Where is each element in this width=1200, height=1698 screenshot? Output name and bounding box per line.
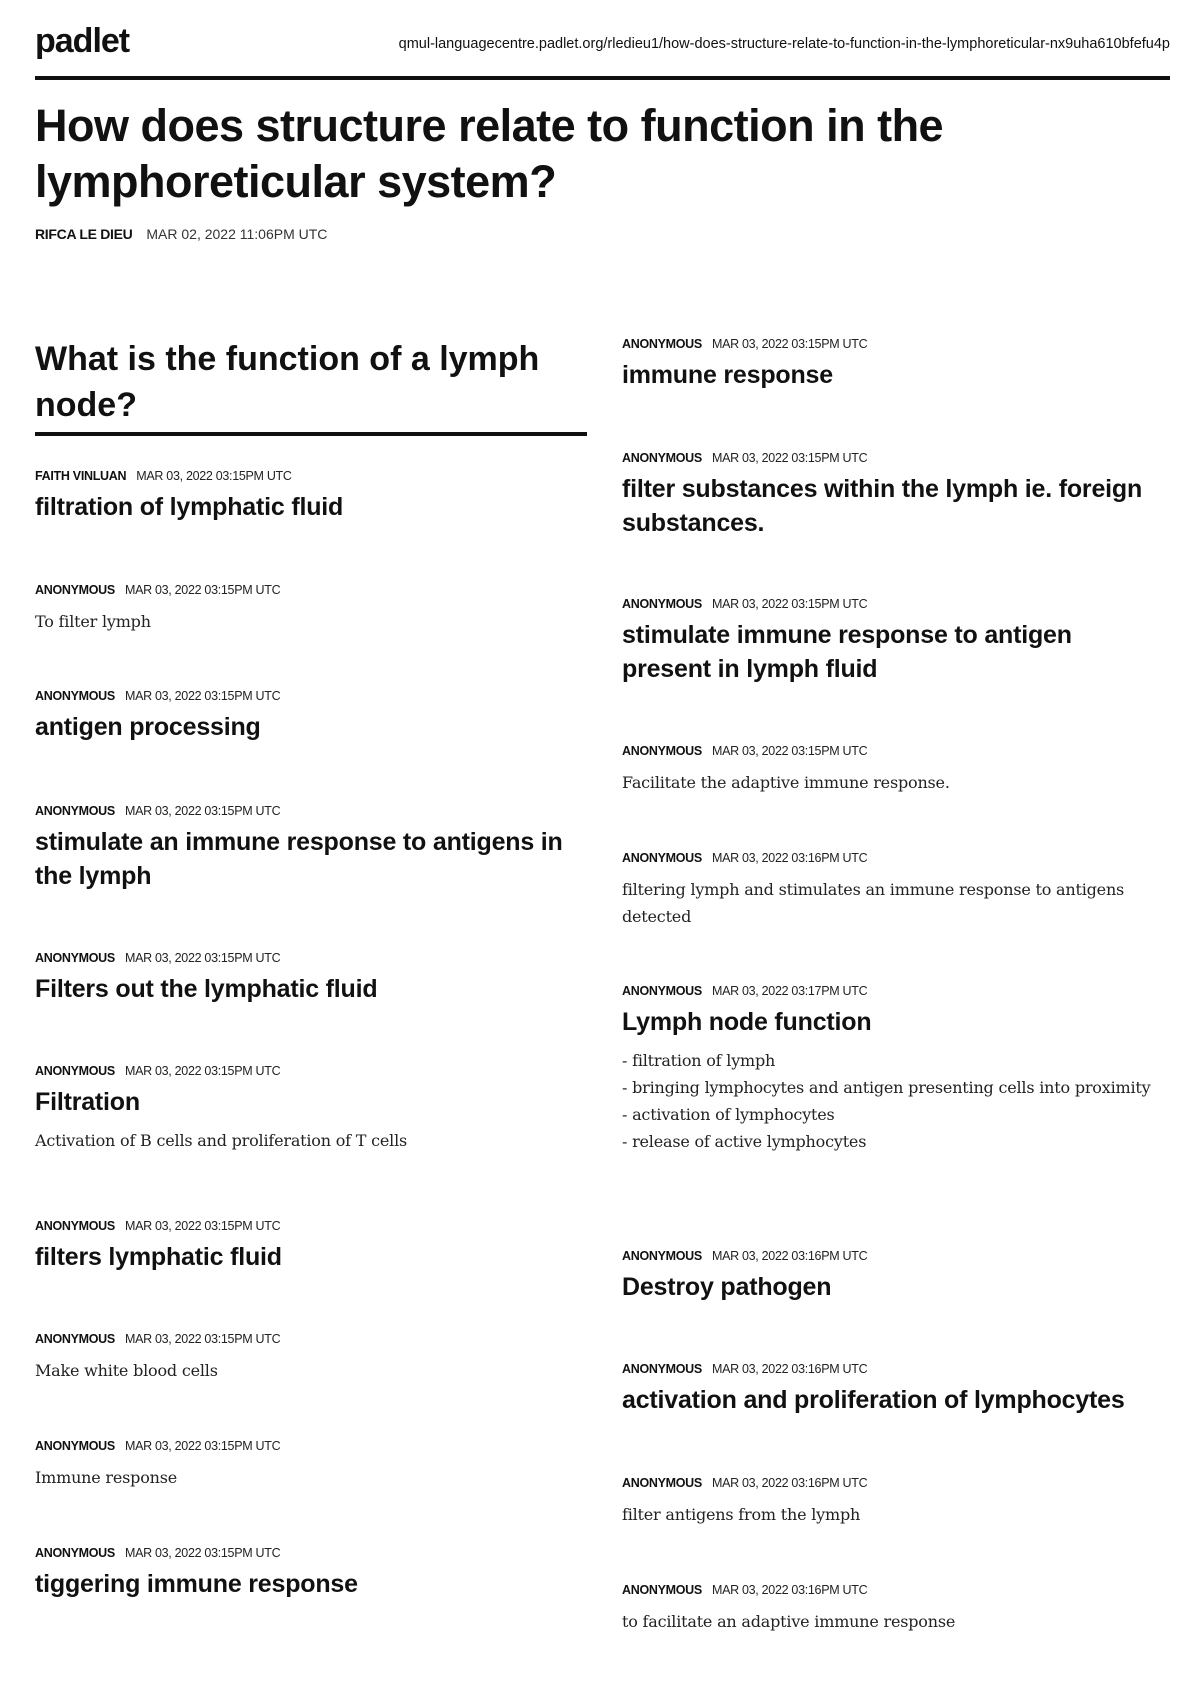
post-timestamp: MAR 03, 2022 03:16PM UTC <box>711 1362 868 1376</box>
post-card[interactable] <box>35 1063 587 1154</box>
post-meta <box>35 468 587 484</box>
post-subject: stimulate immune response to antigen present in lymph fluid <box>622 621 1072 683</box>
post-meta <box>622 983 1167 999</box>
post-subject: stimulate an immune response to antigens in the lymph <box>35 828 563 890</box>
post-meta <box>622 1361 1167 1377</box>
post-subject: tiggering immune response <box>35 1570 358 1598</box>
post-timestamp: MAR 03, 2022 03:15PM UTC <box>124 1546 281 1560</box>
post-author: ANONYMOUS <box>35 1546 115 1560</box>
post-meta <box>622 1475 1167 1491</box>
padlet-logo[interactable]: padlet <box>35 22 130 60</box>
post-timestamp: MAR 03, 2022 03:15PM UTC <box>711 337 868 351</box>
post-subject: activation and proliferation of lymphocytes <box>622 1386 1125 1414</box>
post-author: ANONYMOUS <box>35 583 115 597</box>
post-body: Make white blood cells <box>35 1361 218 1380</box>
post-timestamp: MAR 03, 2022 03:15PM UTC <box>136 469 292 483</box>
post-subject: Filters out the lymphatic fluid <box>35 975 378 1003</box>
post-meta <box>622 850 1167 866</box>
post-body: Immune response <box>35 1468 178 1487</box>
post-author: ANONYMOUS <box>622 744 702 758</box>
post-card[interactable] <box>622 850 1167 930</box>
post-meta <box>622 1248 1167 1264</box>
post-meta <box>35 1331 587 1347</box>
post-meta <box>622 336 1167 352</box>
board-author: RIFCA LE DIEU <box>35 226 133 242</box>
post-subject: filters lymphatic fluid <box>35 1243 282 1271</box>
post-timestamp: MAR 03, 2022 03:15PM UTC <box>124 1219 281 1233</box>
post-card[interactable] <box>35 688 587 744</box>
post-card[interactable] <box>35 1438 587 1491</box>
post-timestamp: MAR 03, 2022 03:15PM UTC <box>711 451 868 465</box>
post-subject: antigen processing <box>35 713 261 741</box>
post-meta <box>35 950 587 966</box>
post-author: ANONYMOUS <box>35 689 115 703</box>
post-author: ANONYMOUS <box>35 951 115 965</box>
post-card[interactable] <box>622 1361 1167 1417</box>
post-card[interactable] <box>622 1248 1167 1304</box>
post-meta <box>622 743 1167 759</box>
post-author: ANONYMOUS <box>622 337 702 351</box>
top-bar <box>35 18 1170 80</box>
post-card[interactable] <box>35 1545 587 1601</box>
section-title: What is the function of a lymph node? <box>35 336 587 436</box>
post-author: ANONYMOUS <box>622 984 702 998</box>
post-meta <box>35 1438 587 1454</box>
post-meta <box>35 1063 587 1079</box>
post-body: Facilitate the adaptive immune response. <box>622 773 950 792</box>
post-timestamp: MAR 03, 2022 03:15PM UTC <box>124 951 281 965</box>
post-meta <box>622 450 1167 466</box>
post-body: to facilitate an adaptive immune response <box>622 1612 956 1631</box>
post-body: filter antigens from the lymph <box>622 1505 861 1524</box>
board-title: How does structure relate to function in the lymphoreticular system? <box>35 100 944 207</box>
post-timestamp: MAR 03, 2022 03:16PM UTC <box>711 1583 868 1597</box>
post-timestamp: MAR 03, 2022 03:15PM UTC <box>124 1332 281 1346</box>
post-card[interactable] <box>622 983 1167 1155</box>
post-card[interactable] <box>35 1331 587 1384</box>
post-card[interactable] <box>35 950 587 1006</box>
post-author: ANONYMOUS <box>622 451 702 465</box>
board-byline <box>35 226 327 242</box>
post-timestamp: MAR 03, 2022 03:16PM UTC <box>711 1249 868 1263</box>
post-timestamp: MAR 03, 2022 03:15PM UTC <box>711 597 868 611</box>
post-card[interactable] <box>35 1218 587 1274</box>
post-timestamp: MAR 03, 2022 03:15PM UTC <box>124 1439 281 1453</box>
post-body: To filter lymph <box>35 612 151 631</box>
post-meta <box>35 688 587 704</box>
post-body: filtering lymph and stimulates an immune response to antigens detected <box>622 880 1125 926</box>
post-card[interactable] <box>622 743 1167 796</box>
post-meta <box>622 596 1167 612</box>
post-meta <box>35 1218 587 1234</box>
post-body: Activation of B cells and proliferation of T cells <box>35 1131 408 1150</box>
post-author: ANONYMOUS <box>622 1583 702 1597</box>
post-subject: Filtration <box>35 1088 140 1116</box>
post-meta <box>622 1582 1167 1598</box>
post-author: ANONYMOUS <box>35 1332 115 1346</box>
post-subject: immune response <box>622 361 833 389</box>
post-card[interactable] <box>35 468 587 524</box>
post-card[interactable] <box>622 1582 1167 1635</box>
post-card[interactable] <box>35 803 587 893</box>
post-timestamp: MAR 03, 2022 03:15PM UTC <box>124 689 281 703</box>
post-card[interactable] <box>622 336 1167 392</box>
post-timestamp: MAR 03, 2022 03:15PM UTC <box>124 1064 281 1078</box>
post-subject: filter substances within the lymph ie. foreign substances. <box>622 475 1143 537</box>
post-author: ANONYMOUS <box>35 1439 115 1453</box>
post-author: ANONYMOUS <box>35 1064 115 1078</box>
post-meta <box>35 803 587 819</box>
post-timestamp: MAR 03, 2022 03:16PM UTC <box>711 1476 868 1490</box>
post-card[interactable] <box>622 1475 1167 1528</box>
post-timestamp: MAR 03, 2022 03:15PM UTC <box>711 744 868 758</box>
post-subject: filtration of lymphatic fluid <box>35 493 344 521</box>
post-timestamp: MAR 03, 2022 03:15PM UTC <box>124 804 281 818</box>
post-subject: Destroy pathogen <box>622 1273 832 1301</box>
post-card[interactable] <box>622 596 1167 686</box>
post-card[interactable] <box>35 582 587 635</box>
post-author: ANONYMOUS <box>35 804 115 818</box>
board-timestamp: MAR 02, 2022 11:06PM UTC <box>146 226 328 242</box>
post-timestamp: MAR 03, 2022 03:17PM UTC <box>711 984 868 998</box>
post-meta <box>35 1545 587 1561</box>
post-author: ANONYMOUS <box>622 597 702 611</box>
post-timestamp: MAR 03, 2022 03:15PM UTC <box>124 583 281 597</box>
post-author: ANONYMOUS <box>622 1362 702 1376</box>
post-author: ANONYMOUS <box>35 1219 115 1233</box>
post-author: ANONYMOUS <box>622 1476 702 1490</box>
post-meta <box>35 582 587 598</box>
post-timestamp: MAR 03, 2022 03:16PM UTC <box>711 851 868 865</box>
post-author: FAITH VINLUAN <box>35 469 127 483</box>
post-author: ANONYMOUS <box>622 1249 702 1263</box>
board-url[interactable]: qmul-languagecentre.padlet.org/rledieu1/how-does-structure-relate-to-function-in-the-lymphoreticular-nx9uha610bfefu4p <box>398 36 1170 52</box>
post-subject: Lymph node function <box>622 1008 872 1036</box>
post-author: ANONYMOUS <box>622 851 702 865</box>
post-body: - filtration of lymph - bringing lymphocytes and antigen presenting cells into proximity - activation of lymphocytes - release of active lymphocytes <box>622 1051 1151 1151</box>
post-card[interactable] <box>622 450 1167 540</box>
